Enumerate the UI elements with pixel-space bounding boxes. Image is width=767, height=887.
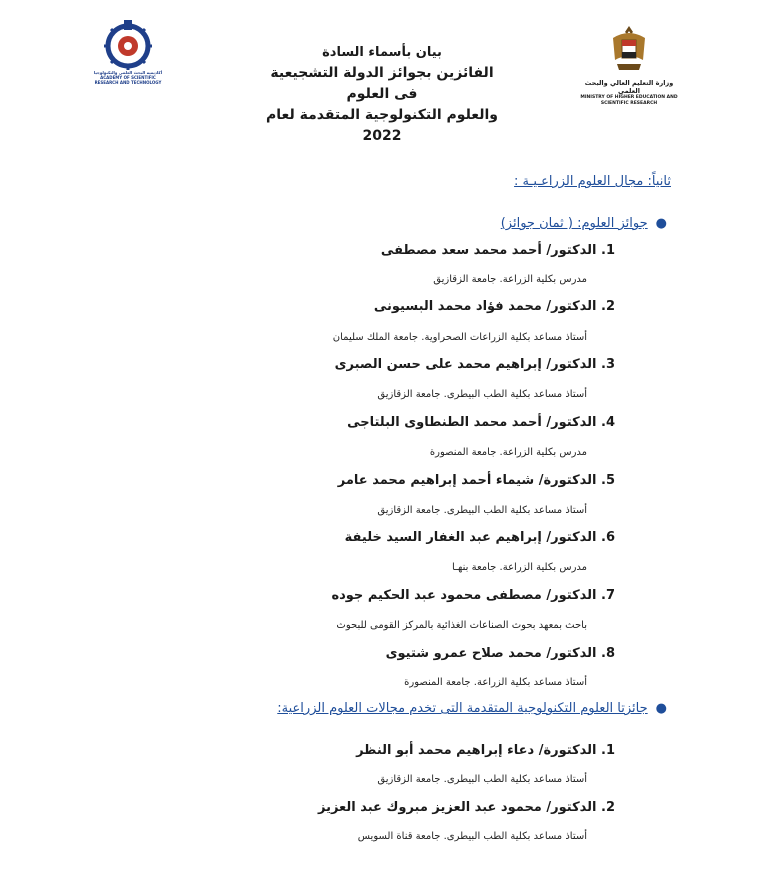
winner-name: 1. الدكتورة/ دعاء إبراهيم محمد أبو النظر bbox=[356, 743, 615, 758]
group1-heading-text: جوائز العلوم: ( ثمان جوائز) bbox=[500, 216, 648, 231]
winner-affiliation: مدرس بكلية الزراعة. جامعة الزقازيق bbox=[433, 274, 587, 285]
winner-affiliation: أستاذ مساعد بكلية الطب البيطرى. جامعة الزقازيق bbox=[377, 389, 587, 400]
winner-name: 2. الدكتور/ محمود عبد العزيز مبروك عبد العزيز bbox=[317, 800, 615, 815]
group2-heading bbox=[277, 701, 667, 716]
bullet-icon: ● bbox=[655, 701, 667, 716]
winner-name: 1. الدكتور/ أحمد محمد سعد مصطفى bbox=[380, 243, 615, 258]
section-heading: ثانياً: مجال العلوم الزراعـيـة : bbox=[514, 174, 671, 189]
group1-heading bbox=[501, 216, 667, 231]
winner-affiliation: مدرس بكلية الزراعة. جامعة بنهـا bbox=[452, 562, 587, 573]
ministry-logo bbox=[580, 22, 678, 107]
academy-logo bbox=[92, 18, 164, 85]
winner-name: 4. الدكتور/ أحمد محمد الطنطاوى البلتاجى bbox=[347, 415, 615, 430]
bullet-icon: ● bbox=[655, 216, 667, 231]
winner-affiliation: أستاذ مساعد بكلية الطب البيطرى. جامعة الزقازيق bbox=[377, 774, 587, 785]
winner-name: 3. الدكتور/ إبراهيم محمد على حسن الصبرى bbox=[334, 357, 615, 372]
academy-emblem-icon bbox=[102, 18, 154, 70]
title-line-2: الفائزين بجوائز الدولة التشجيعية فى العلوم bbox=[270, 65, 494, 102]
winner-name: 6. الدكتور/ إبراهيم عبد الغفار السيد خليفة bbox=[344, 530, 615, 545]
winner-affiliation: مدرس بكلية الزراعة. جامعة المنصورة bbox=[429, 447, 587, 458]
winner-name: 2. الدكتور/ محمد فؤاد محمد البسيونى bbox=[373, 299, 615, 314]
winner-name: 7. الدكتور/ مصطفى محمود عبد الحكيم جوده bbox=[331, 588, 615, 603]
eagle-emblem-icon bbox=[609, 22, 649, 76]
group2-heading-text: جائزتا العلوم التكنولوجية المتقدمة التى تخدم مجالات العلوم الزراعية: bbox=[277, 701, 648, 716]
title-line-1: بيان بأسماء السادة bbox=[322, 45, 442, 60]
winner-name: 8. الدكتور/ محمد صلاح عمرو شتيوى bbox=[385, 646, 615, 661]
ministry-name-arabic: وزارة التعليم العالي والبحث العلمي bbox=[584, 79, 674, 95]
winner-name: 5. الدكتورة/ شيماء أحمد إبراهيم محمد عامر bbox=[337, 473, 615, 488]
page-title bbox=[262, 42, 502, 147]
winner-affiliation: باحث بمعهد بحوث الصناعات الغذائية بالمركز القومى للبحوث bbox=[336, 620, 587, 631]
winner-affiliation: أستاذ مساعد بكلية الطب البيطرى. جامعة الزقازيق bbox=[377, 505, 587, 516]
academy-logo-caption: أكاديمية البحث العلمي والتكنولوجيا ACADEMY OF SCIENTIFIC RESEARCH AND TECHNOLOGY bbox=[93, 70, 163, 85]
title-line-3: والعلوم التكنولوجية المتقدمة لعام 2022 bbox=[266, 107, 498, 144]
ministry-name-english: MINISTRY OF HIGHER EDUCATION AND SCIENTIFIC RESEARCH bbox=[580, 95, 678, 106]
winner-affiliation: أستاذ مساعد بكلية الطب البيطرى. جامعة قناة السويس bbox=[357, 831, 587, 842]
winner-affiliation: أستاذ مساعد بكلية الزراعات الصحراوية. جامعة الملك سليمان bbox=[332, 332, 587, 343]
winner-affiliation: أستاذ مساعد بكلية الزراعة. جامعة المنصورة bbox=[404, 677, 587, 688]
